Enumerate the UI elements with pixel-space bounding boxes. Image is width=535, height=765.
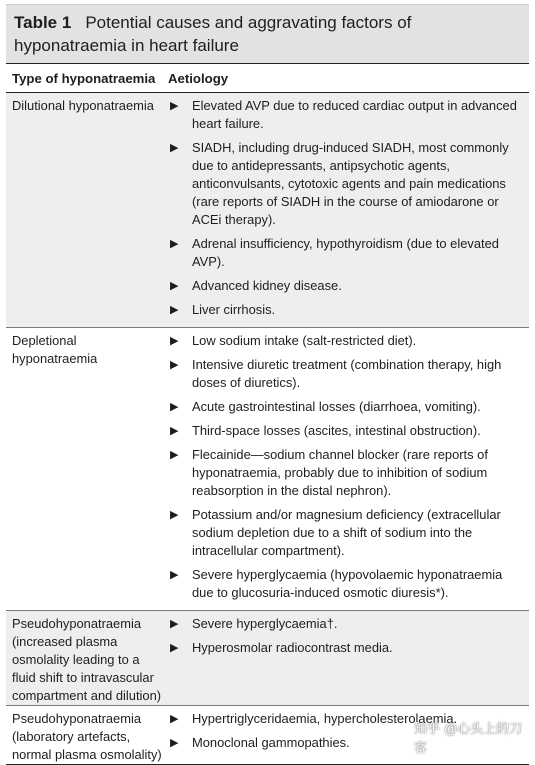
aetiology-cell bbox=[168, 93, 529, 327]
list-item bbox=[168, 615, 523, 633]
list-item bbox=[168, 301, 523, 319]
triangle-bullet-icon: ▶ bbox=[170, 335, 179, 347]
aetiology-text: Hyperosmolar radiocontrast media. bbox=[192, 640, 393, 655]
triangle-bullet-icon: ▶ bbox=[170, 509, 179, 521]
table-number: Table 1 bbox=[14, 13, 72, 32]
table-row bbox=[6, 328, 529, 611]
hyponatraemia-table bbox=[6, 4, 529, 765]
aetiology-text: Liver cirrhosis. bbox=[192, 302, 276, 317]
hyponatraemia-type-cell: Dilutional hyponatraemia bbox=[12, 98, 154, 113]
aetiology-text: Monoclonal gammopathies. bbox=[192, 735, 350, 750]
watermark-text: 知乎 @心头上的刀客 bbox=[414, 722, 523, 756]
list-item bbox=[168, 566, 523, 602]
aetiology-text: SIADH, including drug-induced SIADH, most commonly due to antidepressants, antipsychotic agents, anticonvulsants, cytotoxic agents and pain medications (rare reports of SIADH in the course of amiodarone or ACEi therapy). bbox=[192, 140, 509, 227]
table-body bbox=[6, 93, 529, 765]
triangle-bullet-icon: ▶ bbox=[170, 100, 179, 112]
triangle-bullet-icon: ▶ bbox=[170, 359, 179, 371]
list-item bbox=[168, 639, 523, 657]
list-item bbox=[168, 422, 523, 440]
triangle-bullet-icon: ▶ bbox=[170, 737, 179, 749]
triangle-bullet-icon: ▶ bbox=[170, 238, 179, 250]
table-header-row bbox=[6, 63, 529, 93]
triangle-bullet-icon: ▶ bbox=[170, 401, 179, 413]
hyponatraemia-type-cell: Depletional hyponatraemia bbox=[12, 333, 98, 366]
list-item bbox=[168, 139, 523, 229]
triangle-bullet-icon: ▶ bbox=[170, 280, 179, 292]
list-item bbox=[168, 356, 523, 392]
list-item bbox=[168, 398, 523, 416]
triangle-bullet-icon: ▶ bbox=[170, 449, 179, 461]
table-caption bbox=[6, 4, 529, 63]
list-item bbox=[168, 277, 523, 295]
list-item bbox=[168, 446, 523, 500]
triangle-bullet-icon: ▶ bbox=[170, 304, 179, 316]
aetiology-text: Severe hyperglycaemia†. bbox=[192, 616, 338, 631]
aetiology-text: Severe hyperglycaemia (hypovolaemic hyponatraemia due to glucosuria-induced osmotic diuresis*). bbox=[192, 567, 503, 600]
aetiology-text: Third-space losses (ascites, intestinal obstruction). bbox=[192, 423, 481, 438]
hyponatraemia-type-cell: Pseudohyponatraemia (laboratory artefacts, normal plasma osmolality) bbox=[12, 711, 162, 762]
triangle-bullet-icon: ▶ bbox=[170, 713, 179, 725]
list-item bbox=[168, 506, 523, 560]
aetiology-text: Hypertriglyceridaemia, hypercholesterolaemia. bbox=[192, 711, 458, 726]
aetiology-text: Acute gastrointestinal losses (diarrhoea, vomiting). bbox=[192, 399, 481, 414]
aetiology-text: Elevated AVP due to reduced cardiac output in advanced heart failure. bbox=[192, 98, 517, 131]
hyponatraemia-type-cell: Pseudohyponatraemia (increased plasma osmolality leading to a fluid shift to intravascular compartment and dilution) bbox=[12, 616, 162, 703]
triangle-bullet-icon: ▶ bbox=[170, 142, 179, 154]
header-aetiology: Aetiology bbox=[168, 71, 229, 86]
triangle-bullet-icon: ▶ bbox=[170, 569, 179, 581]
table-row bbox=[6, 611, 529, 706]
list-item bbox=[168, 332, 523, 350]
aetiology-cell bbox=[168, 611, 529, 705]
list-item bbox=[168, 97, 523, 133]
triangle-bullet-icon: ▶ bbox=[170, 642, 179, 654]
aetiology-text: Low sodium intake (salt-restricted diet). bbox=[192, 333, 417, 348]
table-row bbox=[6, 93, 529, 328]
triangle-bullet-icon: ▶ bbox=[170, 618, 179, 630]
aetiology-text: Intensive diuretic treatment (combination therapy, high doses of diuretics). bbox=[192, 357, 502, 390]
aetiology-text: Advanced kidney disease. bbox=[192, 278, 342, 293]
list-item bbox=[168, 235, 523, 271]
aetiology-cell bbox=[168, 328, 529, 610]
table-title: Potential causes and aggravating factors of hyponatraemia in heart failure bbox=[14, 13, 412, 55]
aetiology-text: Adrenal insufficiency, hypothyroidism (due to elevated AVP). bbox=[192, 236, 499, 269]
aetiology-text: Potassium and/or magnesium deficiency (extracellular sodium depletion due to a shift of sodium into the intracellular compartment). bbox=[192, 507, 501, 558]
aetiology-text: Flecainide—sodium channel blocker (rare reports of hyponatraemia, probably due to inhibition of sodium reabsorption in the distal nephron). bbox=[192, 447, 488, 498]
triangle-bullet-icon: ▶ bbox=[170, 425, 179, 437]
header-type: Type of hyponatraemia bbox=[12, 71, 156, 86]
